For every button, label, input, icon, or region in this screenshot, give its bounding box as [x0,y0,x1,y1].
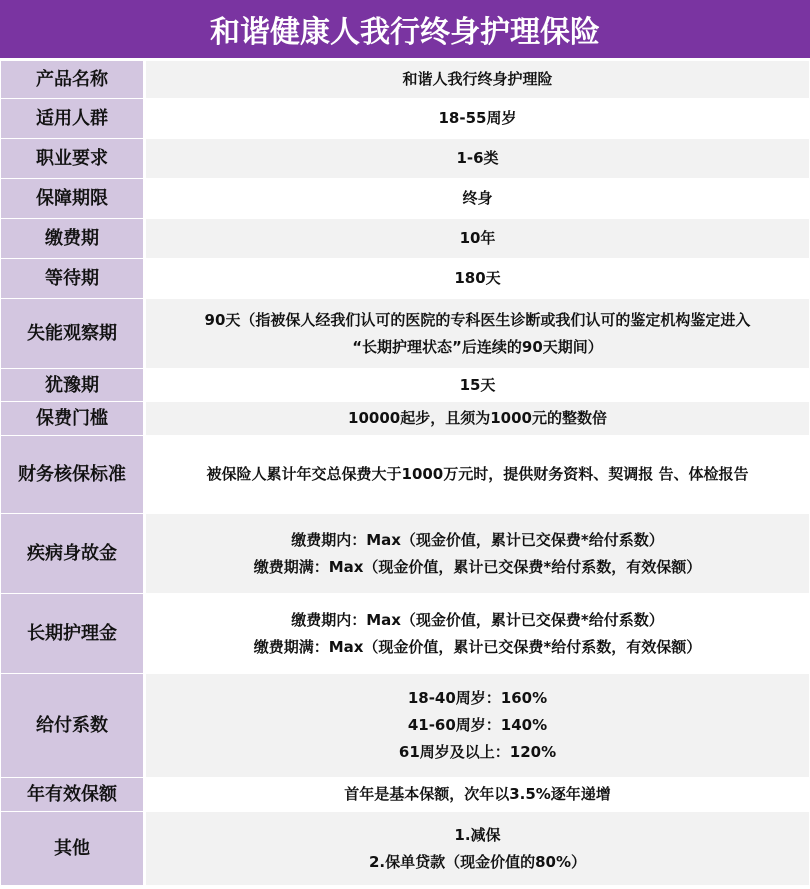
table-row [1,674,810,778]
table-row [1,402,810,436]
page-title: 和谐健康人我行终身护理保险 [0,0,810,60]
row-value [145,674,810,778]
table-row [1,259,810,299]
value-line: 41-60周岁：140% [407,716,548,734]
value-line: 被保险人累计年交总保费大于1000万元时，提供财务资料、契调报 告、体检报告 [206,465,749,483]
row-label: 职业要求 [1,139,145,179]
row-value [145,259,810,299]
row-label: 等待期 [1,259,145,299]
value-line: 和谐人我行终身护理险 [402,70,553,88]
row-value [145,812,810,886]
row-label: 年有效保额 [1,778,145,812]
row-label: 犹豫期 [1,369,145,402]
row-value [145,179,810,219]
value-line: 10年 [459,229,496,247]
table-row [1,778,810,812]
value-line: 180天 [454,269,501,287]
row-value [145,514,810,594]
value-line: 90天（指被保人经我们认可的医院的专科医生诊断或我们认可的鉴定机构鉴定进入 [204,310,751,329]
row-label: 缴费期 [1,219,145,259]
value-line: 缴费期满：Max（现金价值，累计已交保费*给付系数，有效保额） [253,557,702,576]
table-row [1,812,810,886]
value-line: 2.保单贷款（现金价值的80%） [368,852,587,871]
table-row [1,219,810,259]
row-value [145,219,810,259]
row-label: 保费门槛 [1,402,145,436]
row-label: 保障期限 [1,179,145,219]
value-line: 缴费期满：Max（现金价值，累计已交保费*给付系数，有效保额） [253,637,702,656]
table-row [1,139,810,179]
table-row [1,99,810,139]
row-value [145,402,810,436]
value-line: 10000起步，且须为1000元的整数倍 [348,409,607,427]
row-label: 财务核保标准 [1,436,145,514]
row-value [145,299,810,369]
row-value [145,436,810,514]
table-row [1,514,810,594]
row-label: 疾病身故金 [1,514,145,594]
value-line: 1-6类 [456,149,499,167]
row-value [145,61,810,99]
product-info-table [0,60,810,886]
row-label: 失能观察期 [1,299,145,369]
value-line: 缴费期内：Max（现金价值，累计已交保费*给付系数） [291,610,664,629]
row-label: 产品名称 [1,61,145,99]
table-row [1,594,810,674]
row-value [145,139,810,179]
row-label: 其他 [1,812,145,886]
value-line: 终身 [462,189,493,207]
row-label: 长期护理金 [1,594,145,674]
table-row [1,369,810,402]
table-row [1,179,810,219]
value-line: 61周岁及以上：120% [398,743,557,761]
row-value [145,369,810,402]
value-line: 首年是基本保额，次年以3.5%逐年递增 [344,785,611,803]
value-line: 缴费期内：Max（现金价值，累计已交保费*给付系数） [291,530,664,549]
row-label: 适用人群 [1,99,145,139]
value-line: 18-55周岁 [438,109,517,127]
value-line: 18-40周岁：160% [407,689,548,707]
table-row [1,61,810,99]
value-line: 1.减保 [454,825,501,844]
row-value [145,778,810,812]
table-row [1,436,810,514]
value-line: 15天 [459,375,496,394]
table-row [1,299,810,369]
row-label: 给付系数 [1,674,145,778]
value-line: “长期护理状态”后连续的90天期间） [352,337,603,356]
row-value [145,99,810,139]
row-value [145,594,810,674]
